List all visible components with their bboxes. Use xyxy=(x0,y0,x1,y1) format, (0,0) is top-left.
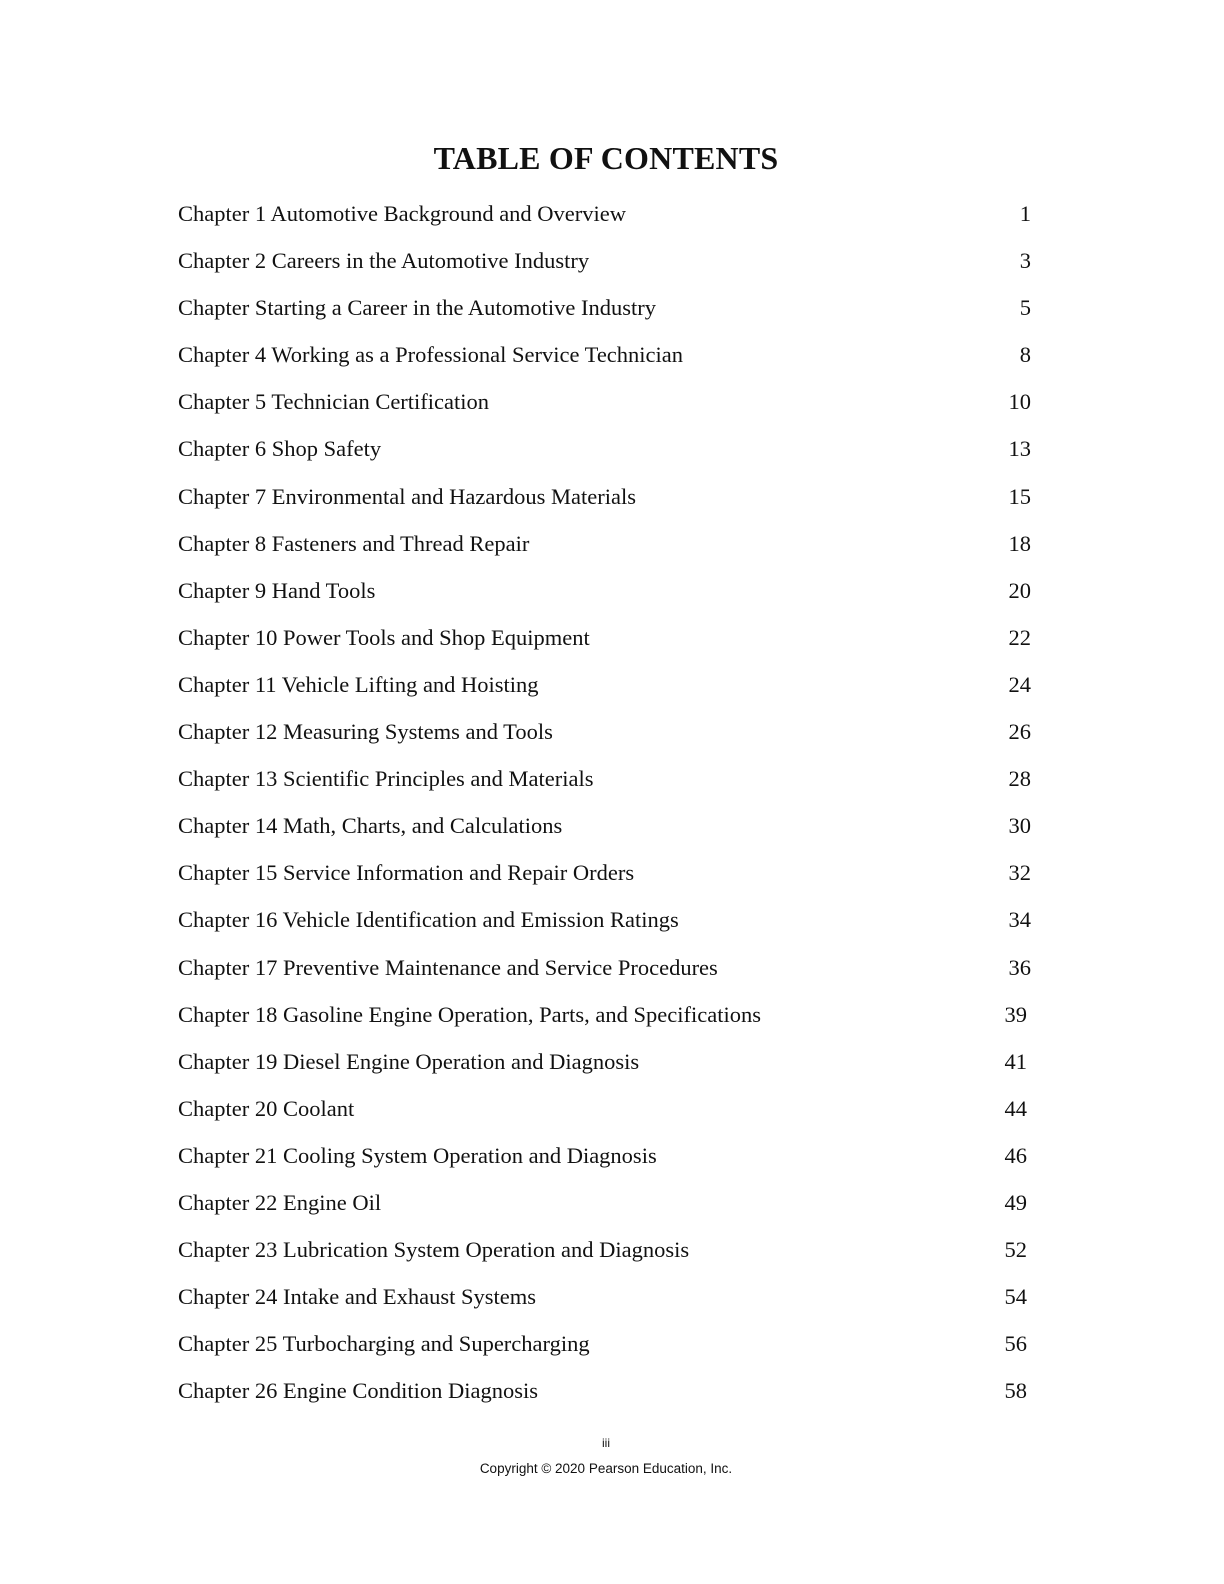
toc-entry-page: 39 xyxy=(1004,1001,1027,1027)
toc-entry[interactable] xyxy=(178,1367,1033,1414)
footer-copyright: Copyright © 2020 Pearson Education, Inc. xyxy=(479,1461,733,1476)
toc-entry[interactable] xyxy=(178,1038,1033,1085)
toc-entry-title: Chapter 16 Vehicle Identification and Emission Ratings xyxy=(178,907,679,933)
toc-entry[interactable] xyxy=(178,661,1033,708)
toc-entry-title: Chapter 7 Environmental and Hazardous Materials xyxy=(178,483,636,509)
toc-entry-title: Chapter 26 Engine Condition Diagnosis xyxy=(178,1378,538,1404)
toc-entry[interactable] xyxy=(178,991,1033,1038)
toc-entry-title: Chapter 22 Engine Oil xyxy=(178,1189,382,1215)
toc-entry-title: Chapter 2 Careers in the Automotive Industry xyxy=(178,248,590,274)
toc-entry-title: Chapter 21 Cooling System Operation and Diagnosis xyxy=(178,1142,657,1168)
toc-entry-title: Chapter 5 Technician Certification xyxy=(178,389,490,415)
toc-entry[interactable] xyxy=(178,755,1033,802)
toc-entry-title: Chapter 18 Gasoline Engine Operation, Parts, and Specifications xyxy=(178,1001,761,1027)
toc-entry[interactable] xyxy=(178,944,1033,991)
toc-entry[interactable] xyxy=(178,1226,1033,1273)
toc-entry[interactable] xyxy=(178,190,1033,237)
toc-entry-page: 8 xyxy=(1019,342,1031,368)
toc-entry-page: 41 xyxy=(1004,1048,1027,1074)
toc-entry[interactable] xyxy=(178,849,1033,896)
toc-entry[interactable] xyxy=(178,1085,1033,1132)
toc-entry[interactable] xyxy=(178,802,1033,849)
toc-entry[interactable] xyxy=(178,708,1033,755)
toc-entry[interactable] xyxy=(178,378,1033,425)
toc-entry-title: Chapter 12 Measuring Systems and Tools xyxy=(178,719,553,745)
toc-entry-page: 15 xyxy=(1008,483,1031,509)
toc-entry-title: Chapter 23 Lubrication System Operation and Diagnosis xyxy=(178,1237,690,1263)
toc-entry-page: 54 xyxy=(1004,1284,1027,1310)
toc-entry-title: Chapter 9 Hand Tools xyxy=(178,577,376,603)
toc-entry-page: 13 xyxy=(1008,436,1031,462)
toc-entry-page: 30 xyxy=(1008,813,1031,839)
toc-entry-page: 5 xyxy=(1019,295,1031,321)
toc-entry[interactable] xyxy=(178,1179,1033,1226)
toc-entry-page: 10 xyxy=(1008,389,1031,415)
toc-entry[interactable] xyxy=(178,1132,1033,1179)
toc-entry-title: Chapter 10 Power Tools and Shop Equipment xyxy=(178,624,590,650)
toc-entry-title: Chapter 6 Shop Safety xyxy=(178,436,382,462)
toc-entry[interactable] xyxy=(178,425,1033,472)
toc-entry-page: 32 xyxy=(1008,860,1031,886)
toc-entry-page: 28 xyxy=(1008,766,1031,792)
toc-entry-page: 1 xyxy=(1019,201,1031,226)
page-title: TABLE OF CONTENTS xyxy=(433,140,779,176)
toc-entry-title: Chapter 13 Scientific Principles and Materials xyxy=(178,766,594,792)
toc-entry-title: Chapter 11 Vehicle Lifting and Hoisting xyxy=(178,671,539,697)
toc-entry-page: 49 xyxy=(1004,1189,1027,1215)
toc-entry-page: 56 xyxy=(1004,1331,1027,1357)
toc-entry[interactable] xyxy=(178,284,1033,331)
toc-entry-page: 44 xyxy=(1004,1095,1027,1121)
table-of-contents-list xyxy=(178,190,1033,1414)
toc-entry[interactable] xyxy=(178,1273,1033,1320)
toc-entry-page: 3 xyxy=(1019,248,1031,274)
toc-entry-page: 36 xyxy=(1008,954,1031,980)
toc-entry-page: 24 xyxy=(1008,671,1031,697)
toc-entry-page: 34 xyxy=(1008,907,1031,933)
toc-entry[interactable] xyxy=(178,896,1033,943)
toc-entry-page: 46 xyxy=(1004,1142,1027,1168)
toc-entry-page: 18 xyxy=(1008,530,1031,556)
toc-entry-page: 22 xyxy=(1008,624,1031,650)
toc-entry-title: Chapter 19 Diesel Engine Operation and Diagnosis xyxy=(178,1048,640,1074)
toc-entry[interactable] xyxy=(178,567,1033,614)
toc-entry-title: Chapter 17 Preventive Maintenance and Service Procedures xyxy=(178,954,718,980)
toc-entry-title: Chapter 25 Turbocharging and Supercharging xyxy=(178,1331,590,1357)
toc-entry-title: Chapter 15 Service Information and Repair Orders xyxy=(178,860,635,886)
toc-entry[interactable] xyxy=(178,331,1033,378)
toc-entry-title: Chapter 1 Automotive Background and Overview xyxy=(178,201,627,226)
toc-entry-title: Chapter 24 Intake and Exhaust Systems xyxy=(178,1284,537,1310)
toc-entry-page: 20 xyxy=(1008,577,1031,603)
toc-entry-page: 52 xyxy=(1004,1237,1027,1263)
toc-entry[interactable] xyxy=(178,237,1033,284)
toc-entry[interactable] xyxy=(178,614,1033,661)
toc-entry-title: Chapter Starting a Career in the Automotive Industry xyxy=(178,295,657,321)
footer-page-number: iii xyxy=(602,1436,610,1450)
toc-entry-title: Chapter 4 Working as a Professional Service Technician xyxy=(178,342,684,368)
toc-entry-page: 26 xyxy=(1008,719,1031,745)
toc-entry[interactable] xyxy=(178,473,1033,520)
toc-entry[interactable] xyxy=(178,520,1033,567)
toc-entry-title: Chapter 8 Fasteners and Thread Repair xyxy=(178,530,530,556)
toc-entry-title: Chapter 20 Coolant xyxy=(178,1095,355,1121)
toc-entry[interactable] xyxy=(178,1320,1033,1367)
toc-entry-title: Chapter 14 Math, Charts, and Calculations xyxy=(178,813,563,839)
toc-entry-page: 58 xyxy=(1004,1378,1027,1404)
